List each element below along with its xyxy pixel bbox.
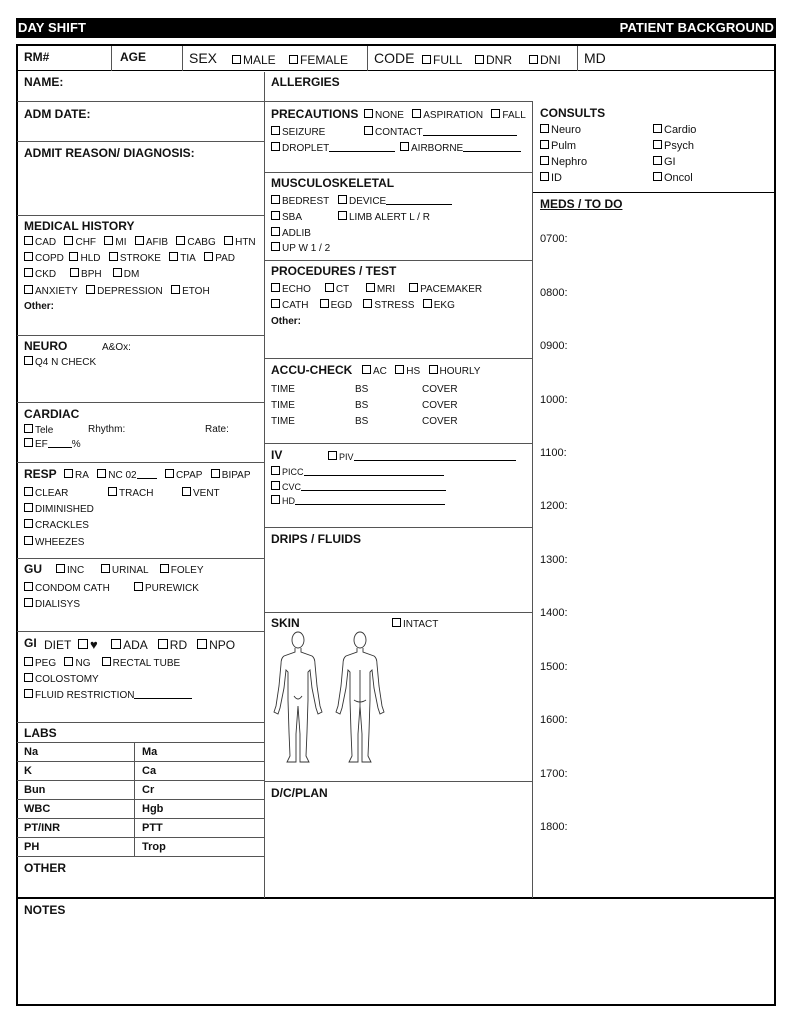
time-slot: 0900: xyxy=(540,340,568,352)
iv-title: IV xyxy=(271,448,283,462)
checkbox-icon[interactable] xyxy=(24,689,33,698)
intact-option[interactable]: INTACT xyxy=(392,618,438,630)
body-diagram xyxy=(270,630,398,766)
precautions-row-1: NONE ASPIRATION FALL xyxy=(364,109,526,121)
checkbox-icon[interactable] xyxy=(328,451,337,460)
consult-id[interactable]: ID xyxy=(540,172,562,184)
crackles-option[interactable]: CRACKLES xyxy=(24,519,89,531)
checkbox-icon[interactable] xyxy=(491,109,500,118)
checkbox-icon[interactable] xyxy=(102,657,111,666)
accu-check-title: ACCU-CHECK xyxy=(271,363,353,377)
divider xyxy=(17,101,533,102)
checkbox-icon[interactable] xyxy=(653,124,662,133)
accu-time-label: TIME xyxy=(271,400,295,411)
sba-option[interactable]: SBA xyxy=(271,211,302,223)
checkbox-icon[interactable] xyxy=(24,673,33,682)
divider xyxy=(17,722,265,723)
checkbox-icon[interactable] xyxy=(224,236,233,245)
time-slot: 1500: xyxy=(540,661,568,673)
checkbox-icon[interactable] xyxy=(169,252,178,261)
mh-row-3: CKD BPH DM xyxy=(24,268,139,280)
picc-field[interactable]: PICC xyxy=(271,466,444,477)
divider xyxy=(17,631,265,632)
meds-todo-title: MEDS / TO DO xyxy=(540,197,623,211)
checkbox-icon[interactable] xyxy=(64,469,73,478)
code-full-option[interactable]: FULL xyxy=(422,53,462,67)
consult-oncol[interactable]: Oncol xyxy=(653,172,693,184)
lab-name: K xyxy=(24,765,32,777)
checkbox-icon[interactable] xyxy=(204,252,213,261)
checkbox-icon[interactable] xyxy=(104,236,113,245)
precautions-title: PRECAUTIONS xyxy=(271,107,359,121)
header-bar xyxy=(16,18,776,38)
adm-date-label: ADM DATE: xyxy=(24,107,91,121)
procedures-title: PROCEDURES / TEST xyxy=(271,264,397,278)
time-slot: 0800: xyxy=(540,287,568,299)
divider xyxy=(17,780,265,781)
resp-row-1: RA NC 02 CPAP BIPAP xyxy=(64,469,251,481)
gi-title: GI xyxy=(24,636,37,650)
seizure-option[interactable]: SEIZURE xyxy=(271,126,325,138)
lab-name: PH xyxy=(24,841,40,853)
md-label: MD xyxy=(584,50,606,66)
device-option[interactable]: DEVICE xyxy=(338,195,452,207)
bedrest-option[interactable]: BEDREST xyxy=(271,195,329,207)
checkbox-icon[interactable] xyxy=(653,140,662,149)
airborne-option[interactable]: AIRBORNE xyxy=(400,142,521,154)
time-slot: 1400: xyxy=(540,607,568,619)
lab-name: Ma xyxy=(142,746,158,758)
accu-bs-label: BS xyxy=(355,400,369,411)
checkbox-icon[interactable] xyxy=(113,268,122,277)
checkbox-icon[interactable] xyxy=(86,285,95,294)
divider xyxy=(134,742,135,856)
divider xyxy=(265,358,533,359)
checkbox-icon[interactable] xyxy=(395,365,404,374)
checkbox-icon[interactable] xyxy=(271,211,280,220)
aox-label: A&Ox: xyxy=(102,342,131,353)
divider xyxy=(17,558,265,559)
checkbox-icon[interactable] xyxy=(409,283,418,292)
q4-check-option[interactable]: Q4 N CHECK xyxy=(24,356,96,368)
form-frame xyxy=(16,44,776,1006)
ef-field[interactable]: EF % xyxy=(24,438,81,450)
lab-name: Hgb xyxy=(142,803,164,815)
checkbox-icon[interactable] xyxy=(24,598,33,607)
divider xyxy=(182,46,183,71)
checkbox-icon[interactable] xyxy=(338,211,347,220)
condom-cath-option[interactable]: CONDOM CATH xyxy=(24,582,110,594)
divider xyxy=(17,837,265,838)
checkbox-icon[interactable] xyxy=(529,55,538,64)
age-label: AGE xyxy=(120,50,147,64)
male-option[interactable]: MALE xyxy=(232,53,276,67)
checkbox-icon[interactable] xyxy=(24,582,33,591)
checkbox-icon[interactable] xyxy=(271,242,280,251)
dc-plan-title: D/C/PLAN xyxy=(271,786,328,800)
accu-bs-label: BS xyxy=(355,384,369,395)
checkbox-icon[interactable] xyxy=(64,657,73,666)
divider xyxy=(265,172,533,173)
wheezes-option[interactable]: WHEEZES xyxy=(24,536,84,548)
checkbox-icon[interactable] xyxy=(271,466,280,475)
code-dnr-option[interactable]: DNR xyxy=(475,53,512,67)
mh-row-1: CAD CHF MI AFIB CABG HTN xyxy=(24,236,256,248)
checkbox-icon[interactable] xyxy=(24,268,33,277)
cardiac-title: CARDIAC xyxy=(24,407,80,421)
code-label: CODE xyxy=(374,50,415,66)
piv-field[interactable]: PIV xyxy=(328,451,516,462)
checkbox-icon[interactable] xyxy=(271,126,280,135)
divider xyxy=(367,46,368,71)
time-slot: 1200: xyxy=(540,500,568,512)
checkbox-icon[interactable] xyxy=(392,618,401,627)
consult-cardio[interactable]: Cardio xyxy=(653,124,696,136)
limb-alert-option[interactable]: LIMB ALERT L / R xyxy=(338,211,430,223)
room-label: RM# xyxy=(24,50,50,64)
admit-reason-label: ADMIT REASON/ DIAGNOSIS: xyxy=(24,146,195,160)
diminished-option[interactable]: DIMINISHED xyxy=(24,503,94,515)
checkbox-icon[interactable] xyxy=(540,124,549,133)
cvc-field[interactable]: CVC xyxy=(271,481,446,492)
divider xyxy=(17,70,775,71)
time-slot: 1000: xyxy=(540,394,568,406)
checkbox-icon[interactable] xyxy=(271,481,280,490)
checkbox-icon[interactable] xyxy=(429,365,438,374)
checkbox-icon[interactable] xyxy=(24,252,33,261)
checkbox-icon[interactable] xyxy=(325,283,334,292)
procedures-row-2: CATH EGD STRESS EKG xyxy=(271,299,455,311)
divider xyxy=(265,443,533,444)
drips-fluids-title: DRIPS / FLUIDS xyxy=(271,532,362,546)
lab-name: Na xyxy=(24,746,39,758)
divider xyxy=(264,72,265,898)
divider xyxy=(265,612,533,613)
rhythm-label: Rhythm: xyxy=(88,424,126,435)
musculoskeletal-title: MUSCULOSKELETAL xyxy=(271,176,395,190)
checkbox-icon[interactable] xyxy=(540,156,549,165)
tele-option[interactable]: Tele xyxy=(24,424,53,436)
checkbox-icon[interactable] xyxy=(232,55,241,64)
mh-other-label: Other: xyxy=(24,301,54,312)
fluid-restriction-field[interactable]: FLUID RESTRICTION xyxy=(24,689,192,701)
checkbox-icon[interactable] xyxy=(24,657,33,666)
checkbox-icon[interactable] xyxy=(24,236,33,245)
checkbox-icon[interactable] xyxy=(78,639,88,649)
checkbox-icon[interactable] xyxy=(366,283,375,292)
trach-option[interactable]: TRACH xyxy=(108,487,153,499)
checkbox-icon[interactable] xyxy=(289,55,298,64)
neuro-title: NEURO xyxy=(24,339,68,353)
checkbox-icon[interactable] xyxy=(176,236,185,245)
contact-option[interactable]: CONTACT xyxy=(364,126,517,138)
divider xyxy=(111,46,112,71)
divider xyxy=(17,761,265,762)
checkbox-icon[interactable] xyxy=(135,236,144,245)
purewick-option[interactable]: PUREWICK xyxy=(134,582,199,594)
checkbox-icon[interactable] xyxy=(540,172,549,181)
divider xyxy=(17,335,265,336)
accu-bs-label: BS xyxy=(355,416,369,427)
labs-title: LABS xyxy=(24,726,57,740)
consult-pulm[interactable]: Pulm xyxy=(540,140,576,152)
lab-name: Trop xyxy=(142,841,166,853)
divider xyxy=(17,215,265,216)
procedures-row-1: ECHO CT MRI PACEMAKER xyxy=(271,283,482,295)
accu-cover-label: COVER xyxy=(422,416,458,427)
divider xyxy=(533,192,775,193)
up-with-option[interactable]: UP W 1 / 2 xyxy=(271,242,330,254)
time-slot: 1800: xyxy=(540,821,568,833)
time-slot: 1100: xyxy=(540,447,567,459)
checkbox-icon[interactable] xyxy=(320,299,329,308)
checkbox-icon[interactable] xyxy=(24,438,33,447)
checkbox-icon[interactable] xyxy=(160,564,169,573)
resp-title: RESP xyxy=(24,467,57,481)
checkbox-icon[interactable] xyxy=(24,519,33,528)
other-title: OTHER xyxy=(24,861,66,875)
divider xyxy=(265,527,533,528)
checkbox-icon[interactable] xyxy=(108,487,117,496)
accu-cover-label: COVER xyxy=(422,400,458,411)
divider xyxy=(17,897,775,899)
checkbox-icon[interactable] xyxy=(653,172,662,181)
time-slot: 1600: xyxy=(540,714,568,726)
medical-history-title: MEDICAL HISTORY xyxy=(24,219,135,233)
checkbox-icon[interactable] xyxy=(400,142,409,151)
procedures-other-label: Other: xyxy=(271,316,301,327)
dialisys-option[interactable]: DIALISYS xyxy=(24,598,80,610)
checkbox-icon[interactable] xyxy=(64,236,73,245)
checkbox-icon[interactable] xyxy=(364,126,373,135)
checkbox-icon[interactable] xyxy=(70,268,79,277)
lab-name: PTT xyxy=(142,822,163,834)
skin-title: SKIN xyxy=(271,616,300,630)
divider xyxy=(532,102,533,898)
checkbox-icon[interactable] xyxy=(338,195,347,204)
checkbox-icon[interactable] xyxy=(109,252,118,261)
accu-cover-label: COVER xyxy=(422,384,458,395)
checkbox-icon[interactable] xyxy=(412,109,421,118)
consult-nephro[interactable]: Nephro xyxy=(540,156,587,168)
gu-title: GU xyxy=(24,562,42,576)
divider xyxy=(17,141,265,142)
checkbox-icon[interactable] xyxy=(211,469,220,478)
accu-time-label: TIME xyxy=(271,384,295,395)
shift-title: DAY SHIFT xyxy=(18,20,87,35)
checkbox-icon[interactable] xyxy=(24,503,33,512)
checkbox-icon[interactable] xyxy=(101,564,110,573)
checkbox-icon[interactable] xyxy=(271,142,280,151)
checkbox-icon[interactable] xyxy=(423,299,432,308)
divider xyxy=(17,402,265,403)
lab-name: Bun xyxy=(24,784,46,796)
divider xyxy=(265,781,533,782)
checkbox-icon[interactable] xyxy=(182,487,191,496)
divider xyxy=(17,818,265,819)
checkbox-icon[interactable] xyxy=(24,285,33,294)
gi-row-2: PEG NG RECTAL TUBE xyxy=(24,657,180,669)
time-slot: 1300: xyxy=(540,554,568,566)
lab-name: WBC xyxy=(24,803,51,815)
lab-name: Cr xyxy=(142,784,155,796)
checkbox-icon[interactable] xyxy=(653,156,662,165)
checkbox-icon[interactable] xyxy=(24,536,33,545)
checkbox-icon[interactable] xyxy=(158,639,168,649)
accu-time-label: TIME xyxy=(271,416,295,427)
checkbox-icon[interactable] xyxy=(271,195,280,204)
accu-options: AC HS HOURLY xyxy=(362,365,480,377)
divider xyxy=(17,799,265,800)
checkbox-icon[interactable] xyxy=(271,283,280,292)
vent-option[interactable]: VENT xyxy=(182,487,220,499)
female-option[interactable]: FEMALE xyxy=(289,53,348,67)
checkbox-icon[interactable] xyxy=(540,140,549,149)
checkbox-icon[interactable] xyxy=(56,564,65,573)
checkbox-icon[interactable] xyxy=(111,639,121,649)
sex-label: SEX xyxy=(189,50,218,66)
consult-neuro[interactable]: Neuro xyxy=(540,124,581,136)
checkbox-icon[interactable] xyxy=(165,469,174,478)
checkbox-icon[interactable] xyxy=(24,424,33,433)
body-back-icon xyxy=(336,632,384,762)
body-front-icon xyxy=(274,632,322,762)
divider xyxy=(17,462,265,463)
consult-psych[interactable]: Psych xyxy=(653,140,694,152)
gu-row-1: INC URINAL FOLEY xyxy=(56,564,204,576)
checkbox-icon[interactable] xyxy=(97,469,106,478)
checkbox-icon[interactable] xyxy=(364,109,373,118)
checkbox-icon[interactable] xyxy=(171,285,180,294)
time-slot: 1700: xyxy=(540,768,568,780)
time-slot: 0700: xyxy=(540,233,568,245)
divider xyxy=(17,856,265,857)
divider xyxy=(265,260,533,261)
hd-field[interactable]: HD xyxy=(271,495,445,506)
colostomy-option[interactable]: COLOSTOMY xyxy=(24,673,99,685)
checkbox-icon[interactable] xyxy=(24,356,33,365)
checkbox-icon[interactable] xyxy=(69,252,78,261)
code-dni-option[interactable]: DNI xyxy=(529,53,561,67)
heart-icon: ♥ xyxy=(90,637,98,652)
checkbox-icon[interactable] xyxy=(422,55,431,64)
mh-row-4: ANXIETY DEPRESSION ETOH xyxy=(24,285,210,297)
checkbox-icon[interactable] xyxy=(363,299,372,308)
checkbox-icon[interactable] xyxy=(271,495,280,504)
name-label: NAME: xyxy=(24,75,64,89)
checkbox-icon[interactable] xyxy=(475,55,484,64)
checkbox-icon[interactable] xyxy=(362,365,371,374)
notes-title: NOTES xyxy=(24,903,66,917)
allergies-label: ALLERGIES xyxy=(271,75,340,89)
divider xyxy=(577,46,578,71)
clear-option[interactable]: CLEAR xyxy=(24,487,68,499)
page-title: PATIENT BACKGROUND xyxy=(619,20,774,35)
lab-name: PT/INR xyxy=(24,822,61,834)
checkbox-icon[interactable] xyxy=(271,299,280,308)
divider xyxy=(17,742,265,743)
mh-row-2: COPD HLD STROKE TIA PAD xyxy=(24,252,235,264)
checkbox-icon[interactable] xyxy=(197,639,207,649)
checkbox-icon[interactable] xyxy=(24,487,33,496)
adlib-option[interactable]: ADLIB xyxy=(271,227,311,239)
rate-label: Rate: xyxy=(205,424,229,435)
gi-diet-row: DIET ♥ ADA RD NPO xyxy=(44,637,236,652)
consult-gi[interactable]: GI xyxy=(653,156,676,168)
lab-name: Ca xyxy=(142,765,157,777)
consults-title: CONSULTS xyxy=(540,106,606,120)
checkbox-icon[interactable] xyxy=(134,582,143,591)
droplet-option[interactable]: DROPLET xyxy=(271,142,395,154)
checkbox-icon[interactable] xyxy=(271,227,280,236)
